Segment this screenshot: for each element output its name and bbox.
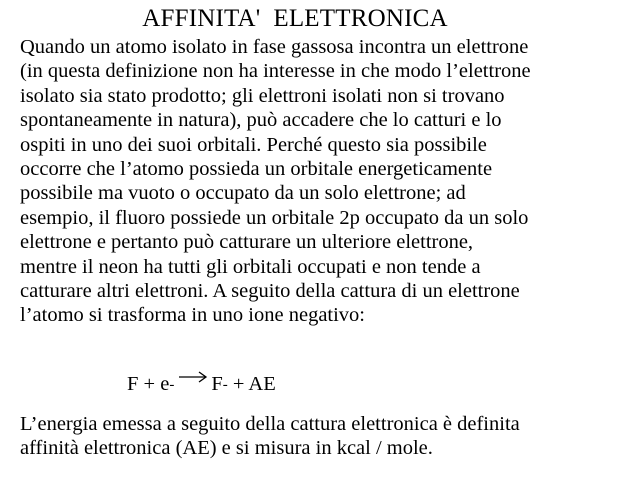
text-line: (in questa definizione non ha interesse in che modo l’elettrone [20,60,531,83]
text-line: elettrone e pertanto può catturare un ulteriore elettrone, [20,231,474,254]
text-line: catturare altri elettroni. A seguito della cattura di un elettrone [20,280,520,303]
text-line: mentre il neon ha tutti gli orbitali occupati e non tende a [20,255,481,278]
ion-charge: - [222,377,228,393]
text-line: l’atomo si trasforma in uno ione negativo: [20,304,366,327]
text-line: affinità elettronica (AE) e si misura in kcal / mole. [20,437,433,460]
text-line: spontaneamente in natura), può accadere che lo catturi e lo [20,109,502,132]
text-line: esempio, il fluoro possiede un orbitale 2p occupato da un solo [20,206,529,229]
text-line: isolato sia stato prodotto; gli elettroni isolati non si trovano [20,84,505,107]
electron-charge: - [169,377,175,393]
paragraph-definition [20,35,632,328]
paragraph-conclusion [20,412,632,461]
text-line: occorre che l’atomo possieda un orbitale energeticamente [20,158,493,181]
text-line: ospiti in uno dei suoi orbitali. Perché questo sia possibile [20,133,487,156]
text-line: Quando un atomo isolato in fase gassosa incontra un elettrone [20,36,529,58]
right-arrow-icon [178,370,208,384]
text-line: L’energia emessa a seguito della cattura elettronica è definita [20,413,520,435]
slide-title: AFFINITA' ELETTRONICA [142,5,448,32]
equation-product-suffix: + AE [227,373,276,395]
equation-product: F [211,373,223,395]
text-line: possibile ma vuoto o occupato da un solo elettrone; ad [20,182,466,205]
equation-reactant: F + e [127,373,170,395]
reaction-equation [127,372,276,396]
